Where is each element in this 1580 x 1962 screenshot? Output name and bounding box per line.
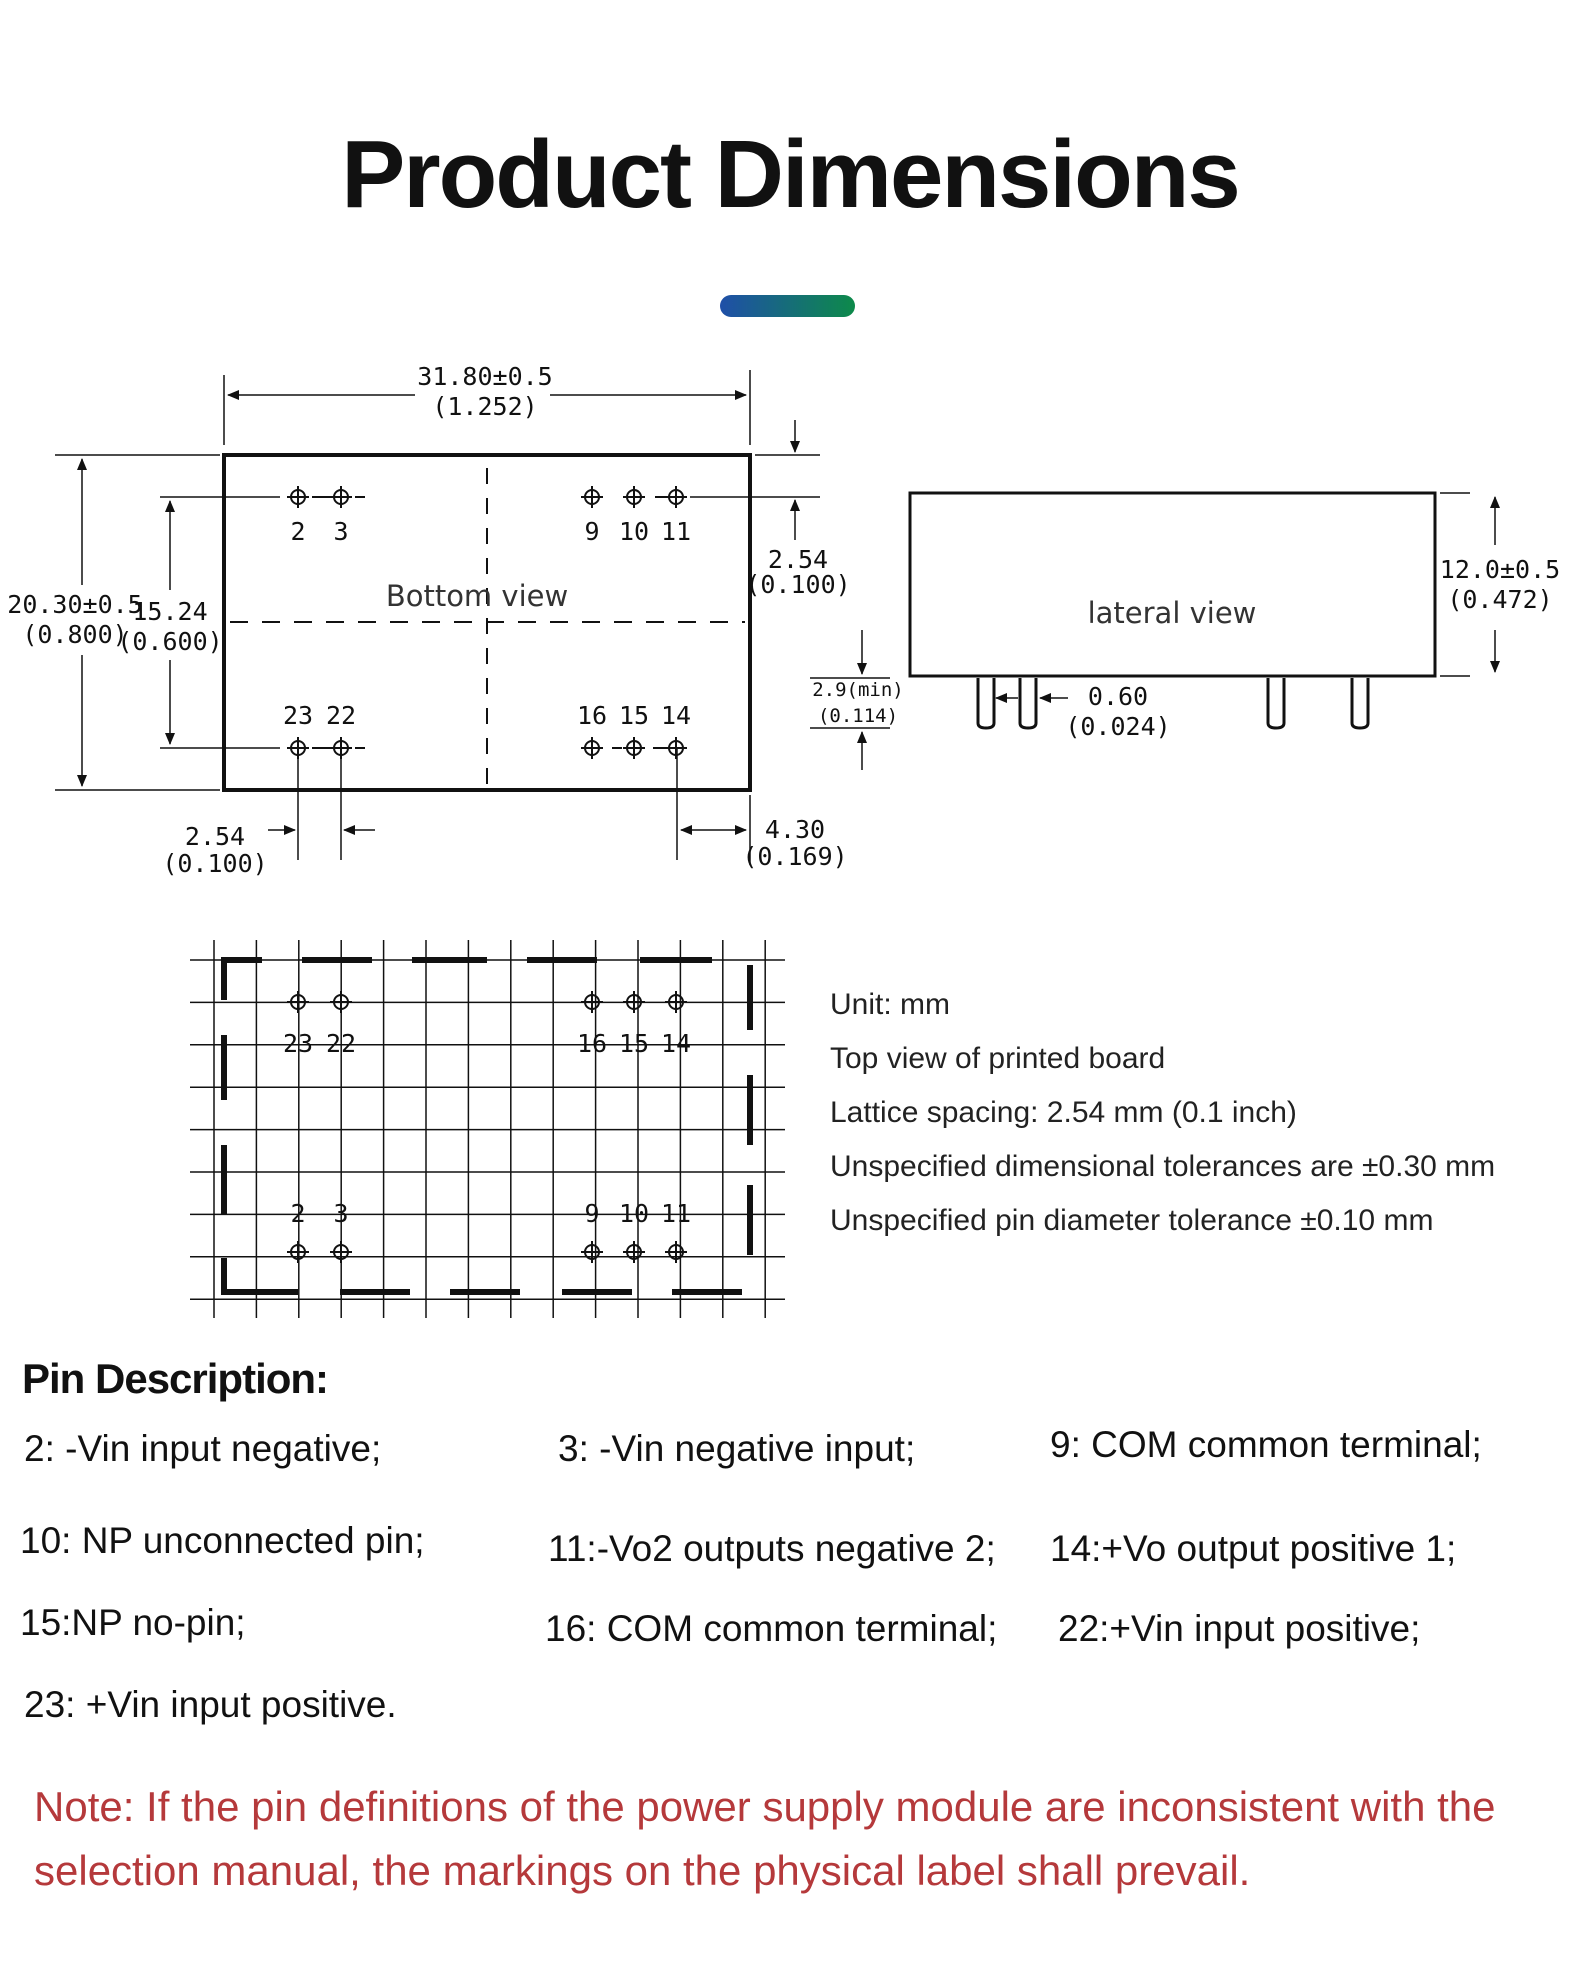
- pin-10-marker: [623, 486, 645, 508]
- pcb-pin-11-marker: [665, 1241, 687, 1263]
- pcb-pin-2-marker: [287, 1241, 309, 1263]
- dim-side-inch: (0.169): [742, 842, 848, 871]
- lateral-pin-length: 2.9(min): [812, 679, 904, 701]
- pin-14-marker: [665, 737, 687, 759]
- pin-10-description: 10: NP unconnected pin;: [20, 1520, 425, 1561]
- dim-height-inch: (0.800): [22, 620, 128, 649]
- note-unit: Unit: mm: [830, 988, 950, 1021]
- dim-width: 31.80±0.5: [417, 362, 553, 391]
- pcb-outline: [224, 960, 750, 1292]
- pin-11-description: 11:-Vo2 outputs negative 2;: [548, 1528, 996, 1569]
- pin-9-description: 9: COM common terminal;: [1050, 1424, 1482, 1465]
- pin-23-label: 23: [282, 701, 314, 730]
- pin-22-label: 22: [325, 701, 357, 730]
- pin-11-label: 11: [660, 517, 692, 546]
- note-pin-tolerance: Unspecified pin diameter tolerance ±0.10 mm: [830, 1204, 1434, 1237]
- pin-definition-note: Note: If the pin definitions of the power supply module are inconsistent with the selection manual, the markings on the physical label shall prevail.: [34, 1783, 1496, 1894]
- pcb-lattice-grid: [190, 940, 785, 1318]
- dim-width-inch: (1.252): [432, 392, 538, 421]
- pin-2-marker: [287, 486, 309, 508]
- note-top-view: Top view of printed board: [830, 1042, 1166, 1075]
- dim-pitch-inch: (0.100): [162, 849, 268, 878]
- dim-edge: 2.54: [767, 545, 829, 574]
- pcb-pin-14-label: 14: [660, 1029, 692, 1058]
- pin-2-label: 2: [290, 517, 306, 546]
- pin-3-marker: [330, 486, 352, 508]
- pin-23-marker: [287, 737, 309, 759]
- pcb-pin-3-marker: [330, 1241, 352, 1263]
- lateral-outline: [910, 493, 1435, 676]
- note-dimensional-tolerance: Unspecified dimensional tolerances are ±0.30 mm: [830, 1150, 1496, 1183]
- dim-edge-inch: (0.100): [745, 570, 851, 599]
- pin-11-marker: [665, 486, 687, 508]
- drawing-notes: [830, 985, 1570, 1255]
- pin-9-marker: [581, 486, 603, 508]
- pin-16-description: 16: COM common terminal;: [545, 1608, 998, 1649]
- pin-10-label: 10: [618, 517, 650, 546]
- pcb-pin-9-label: 9: [584, 1199, 600, 1228]
- pin-16-marker: [581, 737, 603, 759]
- pcb-pin-markers: [283, 991, 691, 1263]
- dim-pin-span-inch: (0.600): [117, 627, 223, 656]
- pin-22-description: 22:+Vin input positive;: [1058, 1608, 1421, 1649]
- pcb-pin-22-label: 22: [325, 1029, 357, 1058]
- pin-description-heading: Pin Description:: [22, 1355, 329, 1402]
- lateral-pin-diameter: 0.60: [1087, 682, 1149, 711]
- lateral-dim-height-inch: (0.472): [1447, 585, 1553, 614]
- pin-3-label: 3: [333, 517, 349, 546]
- pcb-pin-15-label: 15: [618, 1029, 650, 1058]
- pin-23-description: 23: +Vin input positive.: [24, 1684, 397, 1725]
- lateral-pin-length-inch: (0.114): [817, 705, 899, 727]
- pcb-pin-16-marker: [581, 991, 603, 1013]
- pin-14-description: 14:+Vo output positive 1;: [1050, 1528, 1457, 1569]
- lateral-dim-height: 12.0±0.5: [1439, 555, 1561, 584]
- lateral-pin-diameter-inch: (0.024): [1065, 712, 1171, 741]
- pcb-pin-22-marker: [330, 991, 352, 1013]
- pcb-pin-10-marker: [623, 1241, 645, 1263]
- lateral-view-label: lateral view: [1087, 596, 1257, 630]
- pcb-pin-23-marker: [287, 991, 309, 1013]
- dim-pin-span: 15.24: [132, 597, 208, 626]
- pin-22-marker: [330, 737, 352, 759]
- pin-16-label: 16: [576, 701, 608, 730]
- pin-2-description: 2: -Vin input negative;: [24, 1428, 382, 1469]
- pcb-pin-14-marker: [665, 991, 687, 1013]
- pcb-pin-10-label: 10: [618, 1199, 650, 1228]
- pcb-pin-11-label: 11: [660, 1199, 692, 1228]
- pin-15-marker: [623, 737, 645, 759]
- pin-9-label: 9: [584, 517, 600, 546]
- dim-side: 4.30: [764, 815, 826, 844]
- pcb-pin-2-label: 2: [290, 1199, 306, 1228]
- pin-15-description: 15:NP no-pin;: [20, 1602, 246, 1643]
- note-lattice: Lattice spacing: 2.54 mm (0.1 inch): [830, 1096, 1297, 1129]
- pin-3-description: 3: -Vin negative input;: [558, 1428, 916, 1469]
- bottom-view-label: Bottom view: [385, 579, 569, 613]
- pcb-pin-23-label: 23: [282, 1029, 314, 1058]
- pcb-pin-16-label: 16: [576, 1029, 608, 1058]
- dim-pitch: 2.54: [184, 822, 246, 851]
- pcb-pin-15-marker: [623, 991, 645, 1013]
- pcb-pin-3-label: 3: [333, 1199, 349, 1228]
- pcb-pin-9-marker: [581, 1241, 603, 1263]
- page-title: Product Dimensions: [341, 121, 1239, 228]
- dim-height: 20.30±0.5: [7, 590, 143, 619]
- pin-14-label: 14: [660, 701, 692, 730]
- pin-15-label: 15: [618, 701, 650, 730]
